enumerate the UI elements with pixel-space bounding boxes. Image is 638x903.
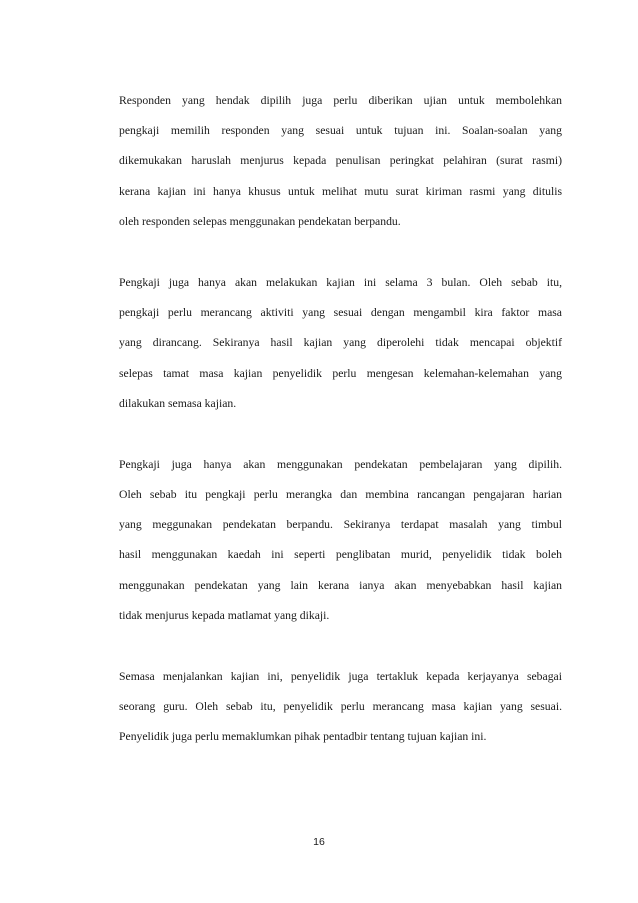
text-line: Penyelidik juga perlu memaklumkan pihak pentadbir tentang tujuan kajian ini. xyxy=(119,730,487,744)
paragraph-1 xyxy=(119,86,562,237)
text-line: oleh responden selepas menggunakan pendekatan berpandu. xyxy=(119,214,401,228)
text-line: Responden yang hendak dipilih juga perlu diberikan ujian untuk membolehkan xyxy=(119,94,562,107)
text-line: Pengkaji juga hanya akan melakukan kajian ini selama 3 bulan. Oleh sebab itu, xyxy=(119,275,562,289)
page-number: 16 xyxy=(313,836,325,848)
text-line: Pengkaji juga hanya akan menggunakan pendekatan pembelajaran yang dipilih. xyxy=(119,457,562,471)
paragraph-4 xyxy=(119,662,562,753)
text-line: dikemukakan haruslah menjurus kepada penulisan peringkat pelahiran (surat rasmi) xyxy=(119,154,562,168)
text-line: yang dirancang. Sekiranya hasil kajian yang diperolehi tidak mencapai objektif xyxy=(119,336,562,350)
text-line: menggunakan pendekatan yang lain kerana ianya akan menyebabkan hasil kajian xyxy=(119,578,562,592)
text-line: hasil menggunakan kaedah ini seperti penglibatan murid, penyelidik tidak boleh xyxy=(119,548,562,562)
paragraph-2 xyxy=(119,268,562,419)
text-line: seorang guru. Oleh sebab itu, penyelidik perlu merancang masa kajian yang sesuai. xyxy=(119,700,562,714)
text-line: pengkaji perlu merancang aktiviti yang sesuai dengan mengambil kira faktor masa xyxy=(119,306,562,320)
document-body xyxy=(119,86,562,784)
text-line: yang meggunakan pendekatan berpandu. Sekiranya terdapat masalah yang timbul xyxy=(119,518,562,532)
text-line: Oleh sebab itu pengkaji perlu merangka dan membina rancangan pengajaran harian xyxy=(119,488,562,502)
text-line: selepas tamat masa kajian penyelidik perlu mengesan kelemahan-kelemahan yang xyxy=(119,366,562,380)
paragraph-3 xyxy=(119,450,562,631)
text-line: pengkaji memilih responden yang sesuai untuk tujuan ini. Soalan-soalan yang xyxy=(119,124,562,138)
text-line: kerana kajian ini hanya khusus untuk melihat mutu surat kiriman rasmi yang ditulis xyxy=(119,184,562,198)
text-line: tidak menjurus kepada matlamat yang dikaji. xyxy=(119,608,330,622)
text-line: Semasa menjalankan kajian ini, penyelidik juga tertakluk kepada kerjayanya sebagai xyxy=(119,670,562,683)
text-line: dilakukan semasa kajian. xyxy=(119,396,237,410)
